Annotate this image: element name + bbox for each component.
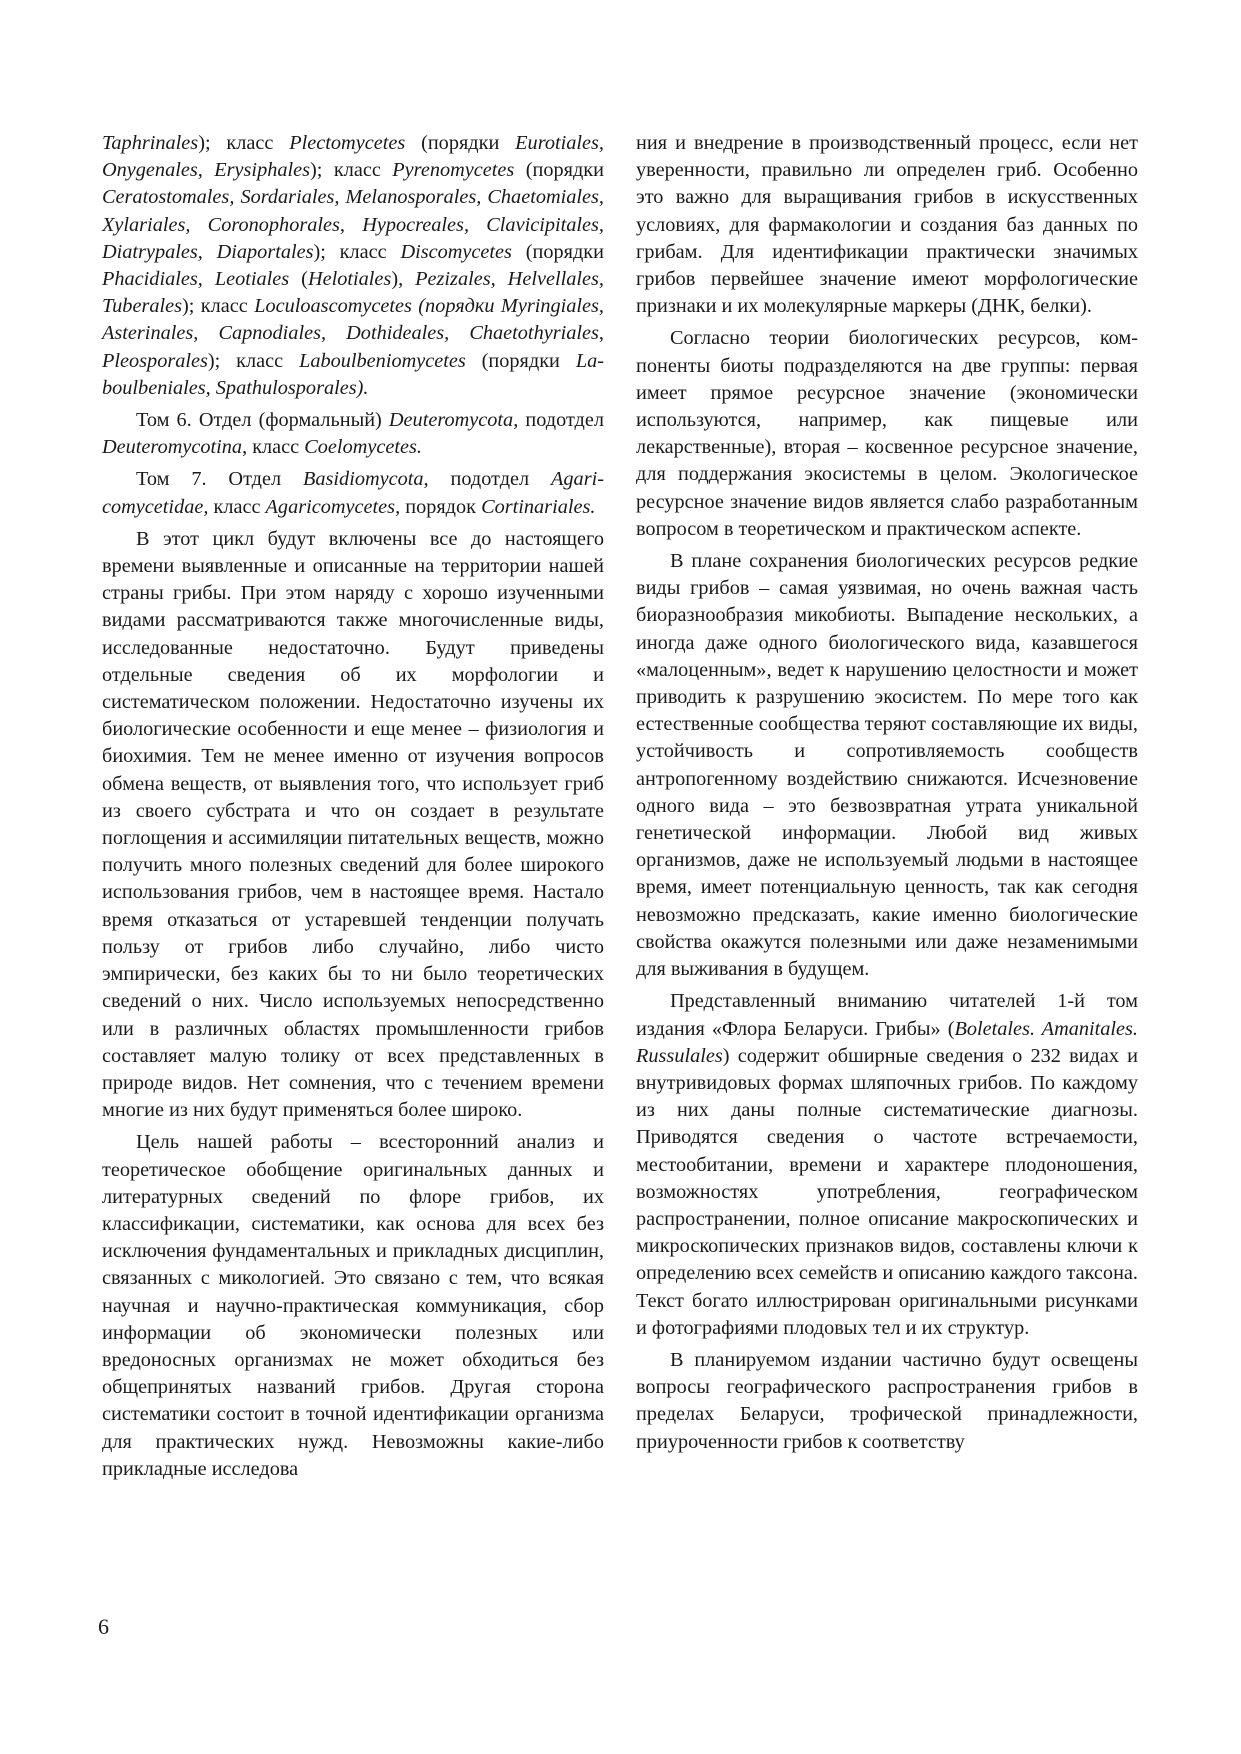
paragraph-volume-1-contents [636, 988, 1138, 1342]
text-run: В этот цикл будут включены все до настоящего времени выявленные и описанные на территории нашей страны грибы. При этом наряду с хорошо изученными видами рассматриваются также многочисленные виды, исследованные недостаточно. Будут приведены отдельные сведения об их морфологии и систематическом положении. Недостаточно изучены их биологические особенности и еще менее – физиология и биохимия. Тем не менее именно от изучения вопросов обмена веществ, от выявления того, что использует гриб из своего субстрата и что он создает в результате поглощения и ассимиляции питательных веществ, можно получить много полезных сведений для более широкого использования грибов, чем в настоящее время. Настало время отказаться от устаревшей тенденции получать пользу от грибов либо случайно, либо чисто эмпирически, без каких бы то ни было теоретических сведений о них. Число используемых непосредственно или в различных областях промышленности грибов составляет малую толику от всех представленных в природе видов. Нет сомнения, что с течением времени многие из них будут применяться более широко. [102, 527, 604, 1122]
italic-run: Discomycetes [400, 240, 512, 263]
right-column [636, 130, 1138, 1456]
text-run: ) содержит обширные сведения о 232 видах и внутривидовых формах шляпочных грибов. По каждому из них даны полные систематические диагнозы. Приводятся сведения о частоте встречаемости, местообитании, времени и характере плодоношения, возможностях употребления, географическом распространении, полное описание макроскопических и микроскопических признаков видов, составлены ключи к определению всех семейств и описанию каждого таксона. Текст богато иллюстрирован оригинальными рисунками и фотографиями плодовых тел и их структур. [636, 1044, 1138, 1339]
text-run: , класс [242, 436, 305, 459]
text-run: Представленный вниманию читателей 1-й том издания «Флора Беларуси. Грибы» ( [636, 990, 1138, 1040]
text-run: , подотдел [513, 409, 604, 432]
italic-run: Ceratostomales, Sordariales, Melanosporales, Chaetomiales, Xylariales, Coronophorales, Hypocreales, Clavicipitales, Diatrypales, Diaportales [102, 186, 604, 263]
paragraph-cycle-scope [102, 526, 604, 1124]
paragraph-rare-species [636, 548, 1138, 983]
italic-run: Boletales. Amanitales. Russulales [636, 1017, 1139, 1067]
italic-run: Pyrenomycetes [392, 159, 515, 182]
paragraph-volume-6 [102, 407, 604, 461]
italic-run: Phacidiales, Leotiales [102, 268, 290, 291]
text-run: ния и внедрение в производственный процесс, если нет уверенности, правильно ли определен гриб. Особенно это важно для выращивания грибов в искусственных условиях, для фармакологии и создания баз данных по грибам. Для идентификации практически значимых грибов первейшее значение имеют морфологические признаки и их молекулярные маркеры (ДНК, белки). [636, 132, 1138, 318]
text-run: (порядки [511, 240, 604, 263]
text-run: , [598, 322, 604, 345]
italic-run: Plectomycetes [289, 132, 406, 154]
text-run: Цель нашей работы – всесторонний анализ и теоретическое обобщение оригинальных данных и литературных сведений по флоре грибов, их классификации, систематики, как основа для всех без исключения фундаментальных и прикладных дисциплин, связанных с микологией. Это связано с тем, что всякая научная и научно-практическая коммуникация, сбор информации об экономически полезных или вредоносных организмах не может обходиться без общепринятых названий грибов. Другая сторона систематики состоит в точной идентификации организма для практических нужд. Невозможны какие-либо прикладные исследова [102, 1131, 604, 1480]
paragraph-volume-7 [102, 466, 604, 520]
italic-run: Laboulbeniomycetes [299, 349, 466, 372]
text-run: ( [289, 268, 308, 291]
italic-run: Basidiomycota [303, 468, 424, 491]
italic-run: Deuteromycota [388, 409, 514, 432]
italic-run: Cortinariales. [481, 495, 596, 518]
page-number: 6 [98, 1614, 109, 1639]
text-run: В плане сохранения биологических ресурсов редкие виды грибов – самая уязвимая, но очень важная часть биоразнообразия микобиоты. Выпадение нескольких, а иногда даже одного биологического вида, казавшегося «малоценным», ведет к нарушению целостности и может приводить к разрушению экосистем. По мере того как естественные сообщества теряют составляющие их виды, устойчивость и сопротивляемость сообществ антропогенному воздействию снижаются. Исчезновение одного вида – это безвозвратная утрата уникальной генетической информации. Любой вид живых организмов, даже не используемый людьми в настоящее время, имеет потенциальную ценность, так как сегодня невозможно предсказать, какие именно биологические свойства окажутся полезными или даже незаменимыми для выживания в будущем. [636, 550, 1138, 981]
italic-run: Coelomycetes. [304, 436, 422, 459]
italic-run: Loculoascomycetes (порядки Myringiales, Asterinales, Capnodiales, Dothideales, Chaetothyriales [102, 295, 605, 345]
italic-run: Pleosporales [102, 349, 208, 372]
text-run: В планируемом издании частично будут освещены вопросы географического распространения грибов в пределах Беларуси, трофической принадлежности, приуроченности грибов к соответству [636, 1348, 1138, 1453]
text-run: ); класс [198, 132, 290, 154]
left-column [102, 130, 604, 1483]
text-run: , подотдел [423, 468, 552, 491]
text-run: класс [208, 495, 266, 518]
text-run: (порядки [465, 349, 576, 372]
paragraph-planned-edition [636, 1347, 1138, 1456]
text-run: (порядки [514, 159, 604, 182]
paragraph-identification [636, 130, 1138, 320]
italic-run: Deuteromycotina [102, 436, 243, 459]
italic-run: Laboulbeniales, Spathulosporales). [102, 349, 604, 399]
italic-run: Agaricomycetidae, [102, 468, 604, 518]
text-run: Том 6. Отдел (формальный) [136, 409, 389, 432]
paragraph-work-goal [102, 1129, 604, 1483]
italic-run: Taphrinales [102, 132, 199, 154]
text-run: ); класс [182, 295, 255, 318]
text-run: Том 7. Отдел [136, 468, 303, 491]
text-run: ); класс [313, 240, 401, 263]
text-run: порядок [400, 495, 482, 518]
italic-run: Agaricomycetes, [265, 495, 401, 518]
text-run: ); класс [207, 349, 300, 372]
paragraph-taxonomy-ascomycota [102, 130, 604, 402]
text-run: (порядки [405, 132, 516, 154]
text-run: ); класс [310, 159, 393, 182]
italic-run: Eurotiales, Onygenales, Erysiphales [102, 132, 604, 182]
italic-run: Pezizales, Helvellales, Tuberales [102, 268, 604, 318]
italic-run: Helotiales [307, 268, 392, 291]
text-run: Согласно теории биологических ресурсов, компоненты биоты подразделяются на две группы: первая имеет прямое ресурсное значение (экономически используются, например, как пищевые или лекарственные), вторая – косвенное ресурсное значение, для поддержания экосистемы в целом. Экологическое ресурсное значение видов является слабо разработанным вопросом в теоретическом и практическом аспекте. [636, 327, 1138, 540]
paragraph-biological-resources [636, 325, 1138, 543]
text-run: ), [391, 268, 416, 291]
